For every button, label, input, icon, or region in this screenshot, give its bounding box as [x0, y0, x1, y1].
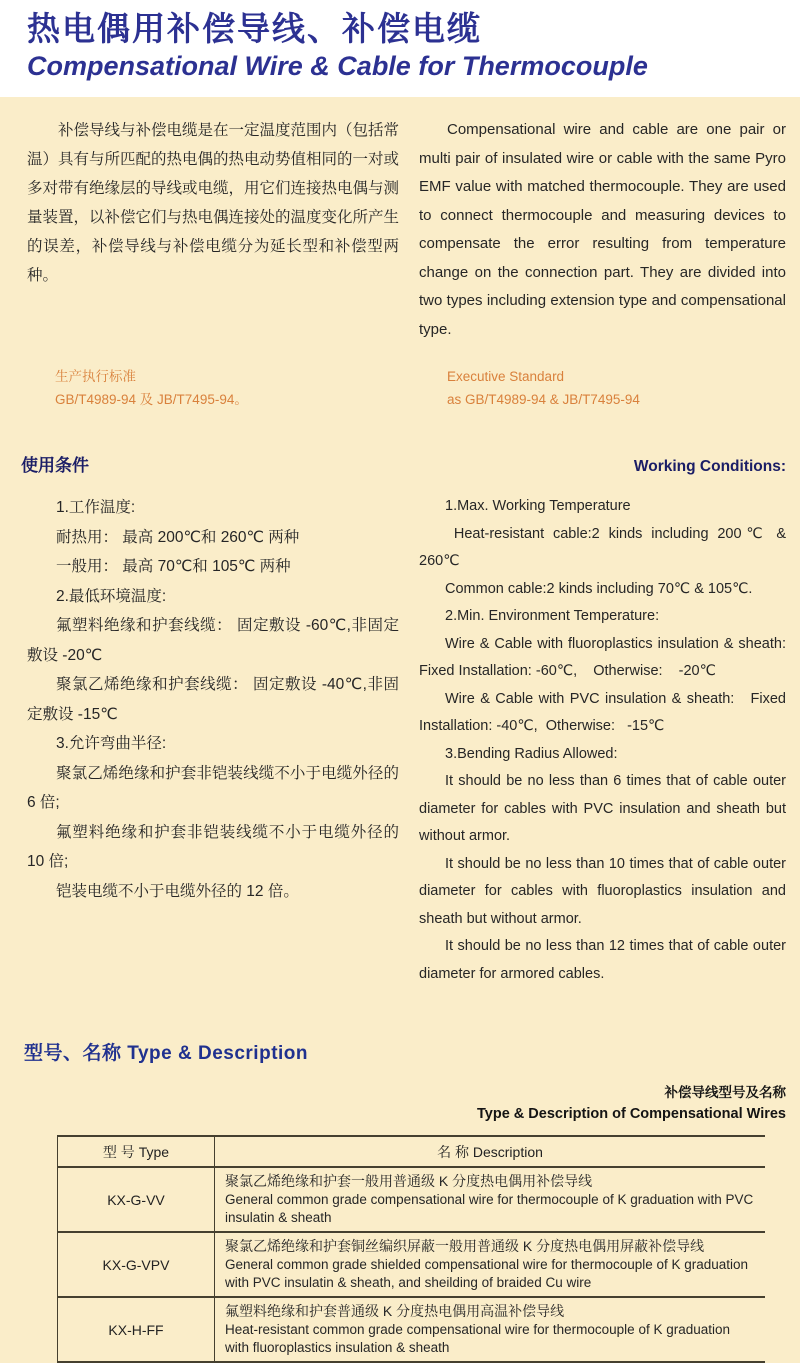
page-title-en: Compensational Wire & Cable for Thermocouple	[27, 51, 648, 81]
description-en: General common grade shielded compensational wire for thermocouple of K graduation with PVC insulatin & sheath, and sheilding of braided Cu wire	[225, 1257, 749, 1290]
page-header	[0, 0, 800, 97]
standard-zh-block	[27, 365, 399, 411]
condition-item-zh: 耐热用： 最高 200℃和 260℃ 两种	[56, 528, 300, 546]
conditions-heading-row	[0, 451, 800, 476]
condition-item-en: It should be no less than 10 times that of cable outer diameter for cables with fluoroplastics insulation and sheath but without armor.	[419, 855, 791, 927]
type-code: KX-G-VPV	[58, 1232, 215, 1297]
conditions-list-zh	[27, 493, 399, 988]
intro-paragraph-zh: 补偿导线与补偿电缆是在一定温度范围内（包括常温）具有与所匹配的热电偶的热电动势值相同的一对或多对带有绝缘层的导线或电缆，用它们连接热电偶与测量装置，以补偿它们与热电偶连接处的温度变化所产生的误差，补偿导线与补偿电缆分为延长型和补偿型两种。	[27, 122, 400, 284]
standard-en-label: Executive Standard	[447, 369, 565, 384]
column-header-type: 型 号 Type	[58, 1136, 215, 1167]
type-description	[215, 1232, 766, 1297]
conditions-heading-zh: 使用条件	[21, 456, 89, 475]
standards-section	[0, 365, 800, 411]
intro-section	[0, 97, 800, 344]
table-subheadings	[24, 1081, 786, 1122]
standard-en-value: as GB/T4989-94 & JB/T7495-94	[447, 392, 640, 407]
condition-item-en: Heat-resistant cable:2 kinds including 200℃ & 260℃	[419, 525, 791, 569]
condition-item-zh: 聚氯乙烯绝缘和护套线缆： 固定敷设 -40℃,非固定敷设 -15℃	[27, 676, 399, 723]
table-row	[58, 1232, 766, 1297]
standard-zh-value: GB/T4989-94 及 JB/T7495-94。	[55, 392, 248, 407]
condition-item-zh: 1.工作温度:	[56, 499, 136, 516]
description-en: Heat-resistant common grade compensational wire for thermocouple of K graduation with fluoroplastics insulation & sheath	[225, 1322, 731, 1355]
condition-item-en: Wire & Cable with fluoroplastics insulation & sheath: Fixed Installation: -60℃, Otherwise: -20℃	[419, 635, 791, 679]
description-zh: 聚氯乙烯绝缘和护套铜丝编织屏蔽一般用普通级 K 分度热电偶用屏蔽补偿导线	[225, 1238, 705, 1254]
type-code: KX-H-FF	[58, 1297, 215, 1362]
type-description	[215, 1167, 766, 1232]
condition-item-en: Common cable:2 kinds including 70℃ & 105℃.	[445, 580, 753, 597]
description-en: General common grade compensational wire for thermocouple of K graduation with PVC insulatin & sheath	[225, 1192, 754, 1225]
condition-item-zh: 3.允许弯曲半径:	[56, 735, 167, 752]
conditions-list-en	[419, 493, 791, 988]
description-zh: 聚氯乙烯绝缘和护套一般用普通级 K 分度热电偶用补偿导线	[225, 1173, 593, 1189]
description-zh: 氟塑料绝缘和护套普通级 K 分度热电偶用高温补偿导线	[225, 1303, 565, 1319]
condition-item-zh: 氟塑料绝缘和护套非铠装线缆不小于电缆外径的 10 倍;	[27, 823, 399, 870]
standard-zh-label: 生产执行标准	[55, 369, 136, 384]
column-header-description: 名 称 Description	[437, 1143, 543, 1160]
condition-item-zh: 一般用： 最高 70℃和 105℃ 两种	[56, 558, 291, 575]
condition-item-en: Wire & Cable with PVC insulation & sheath: Fixed Installation: -40℃, Otherwise: -15℃	[419, 690, 791, 734]
condition-item-en: 2.Min. Environment Temperature:	[445, 608, 660, 624]
condition-item-zh: 铠装电缆不小于电缆外径的 12 倍。	[56, 882, 299, 900]
condition-item-en: 1.Max. Working Temperature	[445, 498, 631, 514]
table-row	[58, 1167, 766, 1232]
intro-paragraph-en: Compensational wire and cable are one pair or multi pair of insulated wire or cable with the same Pyro EMF value with matched thermocouple. They are used to connect thermocouple and measuring devices to compensate the error resulting from temperature change on the connection part. They are divided into two types including extension type and compensational type.	[419, 121, 786, 338]
condition-item-zh: 2.最低环境温度:	[56, 587, 167, 605]
conditions-section	[0, 493, 800, 988]
type-section-heading: 型号、名称 Type & Description	[24, 1043, 309, 1064]
table-subheading-zh: 补偿导线型号及名称	[664, 1085, 786, 1100]
type-code: KX-G-VV	[58, 1167, 215, 1232]
condition-item-en: It should be no less than 12 times that of cable outer diameter for armored cables.	[419, 938, 791, 982]
table-header-row	[58, 1136, 766, 1167]
table-subheading-en: Type & Description of Compensational Wires	[477, 1106, 786, 1122]
conditions-heading-en: Working Conditions:	[633, 458, 786, 475]
page-title-zh: 热电偶用补偿导线、补偿电缆	[27, 10, 482, 47]
table-row	[58, 1297, 766, 1362]
type-description	[215, 1297, 766, 1362]
condition-item-en: It should be no less than 6 times that of cable outer diameter for cables with PVC insulation and sheath but without armor.	[419, 773, 791, 844]
condition-item-zh: 氟塑料绝缘和护套线缆： 固定敷设 -60℃,非固定敷设 -20℃	[27, 617, 399, 664]
condition-item-zh: 聚氯乙烯绝缘和护套非铠装线缆不小于电缆外径的 6 倍;	[27, 764, 399, 811]
condition-item-en: 3.Bending Radius Allowed:	[445, 745, 618, 762]
type-description-table	[57, 1135, 765, 1363]
standard-en-block	[419, 365, 786, 411]
type-description-section	[0, 1038, 800, 1363]
